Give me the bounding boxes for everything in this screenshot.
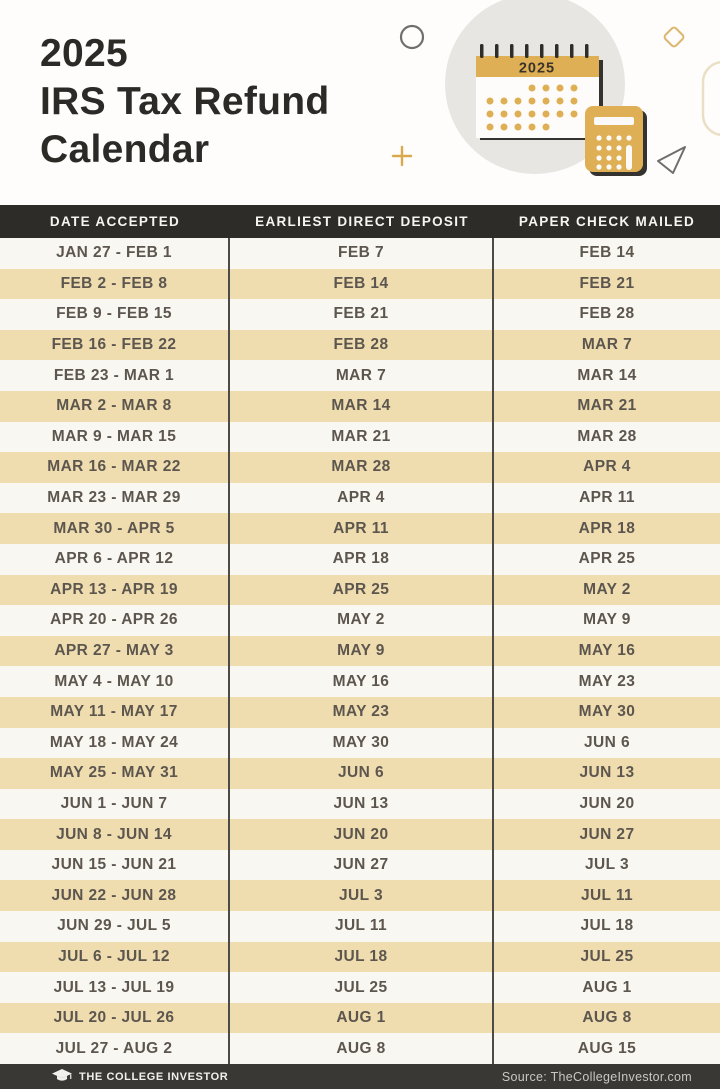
cell-date-accepted: MAY 25 - MAY 31	[0, 758, 230, 789]
cell-direct-deposit: APR 11	[230, 513, 494, 544]
cell-direct-deposit: MAY 30	[230, 728, 494, 759]
page-title	[40, 30, 330, 174]
table-row	[0, 483, 720, 514]
cell-paper-check: FEB 28	[579, 305, 635, 323]
brand-name: THE COLLEGE INVESTOR	[79, 1070, 229, 1083]
cell-paper-check: FEB 21	[579, 274, 635, 292]
hero-section	[0, 0, 720, 205]
table-row	[0, 452, 720, 483]
diamond-outline-decoration	[663, 26, 684, 47]
table-row	[0, 850, 720, 881]
cell-direct-deposit: MAY 23	[230, 697, 494, 728]
cell-paper-check: AUG 8	[582, 1009, 632, 1027]
table-row	[0, 789, 720, 820]
cell-paper-check: JUN 20	[579, 794, 635, 812]
triangle-outline-decoration	[658, 147, 685, 173]
table-row	[0, 942, 720, 973]
cell-date-accepted: JUN 15 - JUN 21	[0, 850, 230, 881]
rounded-rect-decoration	[703, 62, 720, 135]
table-row	[0, 330, 720, 361]
table-row	[0, 880, 720, 911]
table-header-row	[0, 205, 720, 238]
cell-direct-deposit: APR 18	[230, 544, 494, 575]
cell-date-accepted: MAR 9 - MAR 15	[0, 422, 230, 453]
cell-paper-check: JUL 25	[580, 947, 634, 965]
column-header-direct-deposit: EARLIEST DIRECT DEPOSIT	[255, 214, 469, 229]
cell-date-accepted: MAY 11 - MAY 17	[0, 697, 230, 728]
cell-date-accepted: FEB 2 - FEB 8	[0, 269, 230, 300]
cell-direct-deposit: MAY 2	[230, 605, 494, 636]
column-header-date-accepted: DATE ACCEPTED	[49, 214, 181, 229]
cell-paper-check: MAY 16	[578, 642, 636, 660]
table-row	[0, 697, 720, 728]
table-row	[0, 1003, 720, 1034]
cell-paper-check: MAY 9	[583, 611, 631, 629]
cell-date-accepted: APR 6 - APR 12	[0, 544, 230, 575]
cell-date-accepted: MAY 4 - MAY 10	[0, 666, 230, 697]
column-header-paper-check: PAPER CHECK MAILED	[518, 214, 696, 229]
table-row	[0, 666, 720, 697]
cell-direct-deposit: MAR 28	[230, 452, 494, 483]
cell-date-accepted: MAR 30 - APR 5	[0, 513, 230, 544]
cell-date-accepted: JUN 8 - JUN 14	[0, 819, 230, 850]
cell-paper-check: JUL 11	[580, 886, 634, 904]
cell-paper-check: MAR 7	[581, 336, 633, 354]
table-row	[0, 269, 720, 300]
cell-direct-deposit: APR 4	[230, 483, 494, 514]
cell-date-accepted: JUN 22 - JUN 28	[0, 880, 230, 911]
cell-date-accepted: FEB 16 - FEB 22	[0, 330, 230, 361]
table-row	[0, 391, 720, 422]
table-row	[0, 1033, 720, 1064]
table-row	[0, 238, 720, 269]
cell-paper-check: JUN 13	[579, 764, 635, 782]
cell-direct-deposit: JUL 11	[230, 911, 494, 942]
cell-date-accepted: JUL 20 - JUL 26	[0, 1003, 230, 1034]
cell-paper-check: MAY 23	[578, 672, 636, 690]
cell-date-accepted: JAN 27 - FEB 1	[0, 238, 230, 269]
brand	[52, 1069, 228, 1084]
cell-date-accepted: JUL 6 - JUL 12	[0, 942, 230, 973]
cell-direct-deposit: AUG 8	[230, 1033, 494, 1064]
cell-paper-check: MAY 2	[583, 580, 631, 598]
cell-paper-check: MAY 30	[578, 703, 636, 721]
cell-date-accepted: JUL 13 - JUL 19	[0, 972, 230, 1003]
cell-paper-check: JUN 27	[579, 825, 635, 843]
cell-direct-deposit: JUN 13	[230, 789, 494, 820]
cell-paper-check: MAR 28	[577, 427, 637, 445]
graduation-cap-icon	[52, 1069, 72, 1084]
calendar-year-label: 2025	[518, 60, 556, 77]
table-row	[0, 513, 720, 544]
cell-date-accepted: APR 27 - MAY 3	[0, 636, 230, 667]
cell-paper-check: MAR 14	[577, 366, 637, 384]
footer-bar	[0, 1064, 720, 1089]
circle-outline-decoration	[401, 26, 423, 48]
cell-direct-deposit: JUL 18	[230, 942, 494, 973]
cell-direct-deposit: FEB 7	[230, 238, 494, 269]
cell-direct-deposit: JUL 3	[230, 880, 494, 911]
cell-date-accepted: JUL 27 - AUG 2	[0, 1033, 230, 1064]
table-row	[0, 544, 720, 575]
cell-date-accepted: FEB 9 - FEB 15	[0, 299, 230, 330]
cell-date-accepted: APR 13 - APR 19	[0, 575, 230, 606]
cell-paper-check: AUG 1	[582, 978, 632, 996]
cell-paper-check: APR 11	[579, 489, 635, 507]
cell-direct-deposit: AUG 1	[230, 1003, 494, 1034]
cell-direct-deposit: JUN 27	[230, 850, 494, 881]
cell-paper-check: APR 25	[578, 550, 636, 568]
table-row	[0, 605, 720, 636]
table-body	[0, 238, 720, 1064]
cell-direct-deposit: MAR 7	[230, 360, 494, 391]
title-line-2: IRS Tax Refund	[40, 80, 330, 123]
cell-date-accepted: MAY 18 - MAY 24	[0, 728, 230, 759]
cell-date-accepted: JUN 29 - JUL 5	[0, 911, 230, 942]
refund-schedule-table	[0, 205, 720, 1064]
title-line-3: Calendar	[40, 128, 210, 171]
table-row	[0, 819, 720, 850]
cell-paper-check: JUL 3	[585, 856, 629, 874]
cell-paper-check: AUG 15	[577, 1039, 637, 1057]
cell-direct-deposit: MAR 21	[230, 422, 494, 453]
cell-direct-deposit: FEB 28	[230, 330, 494, 361]
table-row	[0, 422, 720, 453]
cell-direct-deposit: APR 25	[230, 575, 494, 606]
cell-direct-deposit: JUN 6	[230, 758, 494, 789]
cell-direct-deposit: FEB 21	[230, 299, 494, 330]
source-credit: Source: TheCollegeInvestor.com	[501, 1069, 692, 1084]
cell-direct-deposit: JUN 20	[230, 819, 494, 850]
cell-direct-deposit: JUL 25	[230, 972, 494, 1003]
plus-decoration	[393, 147, 411, 165]
table-row	[0, 911, 720, 942]
calculator-icon	[585, 106, 647, 176]
table-row	[0, 758, 720, 789]
table-row	[0, 728, 720, 759]
cell-paper-check: MAR 21	[577, 397, 637, 415]
cell-direct-deposit: MAY 9	[230, 636, 494, 667]
cell-paper-check: JUN 6	[584, 733, 630, 751]
table-row	[0, 575, 720, 606]
table-row	[0, 299, 720, 330]
cell-date-accepted: MAR 2 - MAR 8	[0, 391, 230, 422]
cell-paper-check: FEB 14	[579, 244, 635, 262]
table-row	[0, 636, 720, 667]
cell-date-accepted: MAR 16 - MAR 22	[0, 452, 230, 483]
cell-direct-deposit: MAY 16	[230, 666, 494, 697]
table-row	[0, 360, 720, 391]
cell-direct-deposit: MAR 14	[230, 391, 494, 422]
cell-date-accepted: JUN 1 - JUN 7	[0, 789, 230, 820]
cell-paper-check: APR 4	[583, 458, 631, 476]
cell-date-accepted: FEB 23 - MAR 1	[0, 360, 230, 391]
calendar-icon	[476, 44, 603, 140]
cell-date-accepted: MAR 23 - MAR 29	[0, 483, 230, 514]
cell-paper-check: APR 18	[578, 519, 636, 537]
cell-paper-check: JUL 18	[580, 917, 634, 935]
title-line-1: 2025	[40, 32, 128, 75]
cell-direct-deposit: FEB 14	[230, 269, 494, 300]
table-row	[0, 972, 720, 1003]
cell-date-accepted: APR 20 - APR 26	[0, 605, 230, 636]
